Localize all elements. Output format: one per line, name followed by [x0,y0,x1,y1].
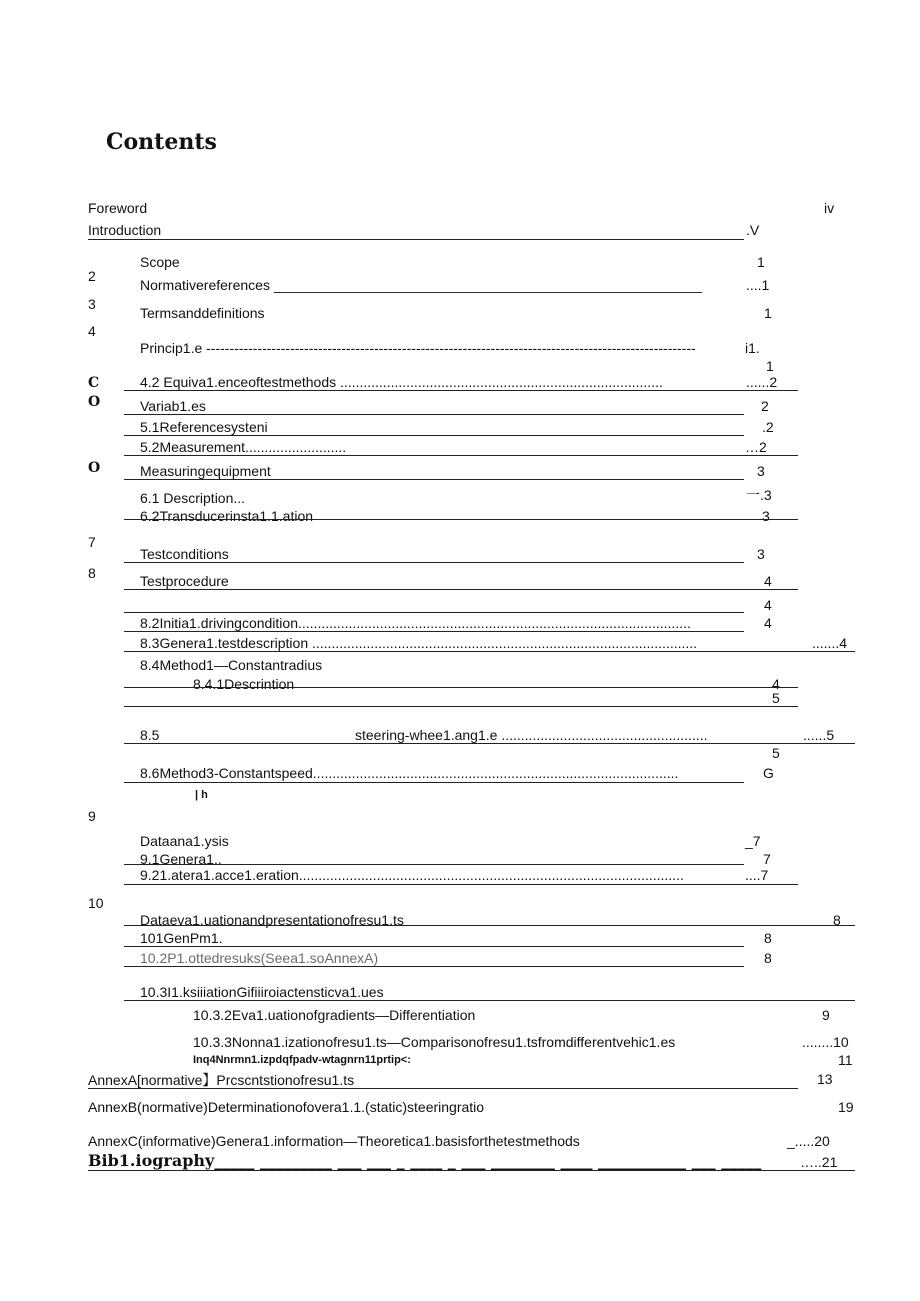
stray-mark: | h [195,789,208,801]
toc-entry-title[interactable]: 8.4.1Descrintion [193,676,295,692]
leader-rule [88,1170,855,1171]
toc-entry-title[interactable]: Inq4Nnrmn1.izpdqfpadv-wtagnrn11prtip<: [193,1054,411,1066]
toc-page-number: G [763,765,774,781]
section-number: 9 [88,808,96,824]
toc-page-number: 5 [772,690,780,706]
leader-rule [124,1000,855,1001]
toc-entry-title[interactable]: Testprocedure [140,573,229,589]
toc-page-number: 4 [772,676,780,692]
toc-entry-title[interactable]: 8.3Genera1.testdescription ................................................................................................... [140,635,698,651]
section-number: 7 [88,534,96,550]
toc-entry-title[interactable]: Foreword [88,200,148,216]
toc-page-number: 1 [764,305,772,321]
toc-page-number: iv [824,200,835,216]
toc-entry-title[interactable]: 101GenPm1. [140,930,223,946]
leader-rule [124,435,744,436]
toc-entry-title[interactable]: 10.3.3Nonna1.izationofresu1.ts—Comparisonofresu1.tsfromdifferentvehic1.es [193,1034,676,1050]
toc-entry-title[interactable]: Normativereferences _______________________________________________________ [140,277,703,293]
toc-entry-title[interactable]: 10.3I1.ksiiiationGifiiiroiactensticva1.ues [140,984,384,1000]
toc-page-number: _.....20 [787,1133,830,1149]
toc-page-number: 4 [764,597,772,613]
leader-rule [88,1088,798,1089]
toc-entry-title[interactable]: 6.2Transducerinsta1.1.ation [140,508,314,524]
leader-rule [124,782,744,783]
toc-page-number: ....1 [746,277,770,293]
toc-entry-title[interactable]: 5.2Measurement.......................... [140,439,347,455]
toc-page-number: 9 [822,1007,830,1023]
leader-rule [124,687,798,688]
toc-entry-title[interactable]: Testconditions [140,546,229,562]
section-number: 4 [88,323,96,339]
section-number: 10 [88,895,104,911]
toc-page-number: ......2 [746,374,778,390]
toc-entry-title[interactable]: 10.2P1.ottedresuks(Seea1.soAnnexA) [140,950,379,966]
toc-entry-title[interactable]: AnnexA[normative】Prcscntstionofresu1.ts [88,1072,355,1088]
toc-page-number: 7 [763,851,771,867]
toc-page-number: ......5 [803,727,835,743]
toc-entry-title[interactable]: 6.1 Description... [140,490,246,506]
toc-page-number: _7 [745,833,761,849]
leader-rule [124,562,744,563]
toc-entry-title[interactable]: Dataeva1.uationandpresentationofresu1.ts [140,912,404,928]
leader-rule [124,414,744,415]
leader-rule [124,966,744,967]
leader-rule [124,479,744,480]
toc-page-number: 1 [766,358,774,374]
toc-page-number: 4 [764,573,772,589]
toc-entry-title[interactable]: Princip1.e --------------------------------------------------------------------------------------------------------- [140,340,696,356]
toc-entry-number[interactable]: 8.5 [140,727,160,743]
toc-page-number: 5 [772,745,780,761]
leader-rule [124,631,744,632]
toc-page-number: 8 [764,950,772,966]
toc-page-number: i1. [745,340,760,356]
toc-page-number: 3 [762,508,770,524]
toc-entry-title[interactable]: Measuringequipment [140,463,271,479]
toc-entry-title[interactable]: AnnexB(normative)Determinationofovera1.1.(static)steeringratio [88,1099,485,1115]
toc-entry-title[interactable]: Bib1.iography_____ _________ ___ ___ _ ____ _ ___ ________ ____ ___________ ___ _____ [88,1151,762,1170]
leader-rule [124,743,855,744]
toc-page-number: …2 [745,439,767,455]
toc-page-number: 3 [757,463,765,479]
toc-entry-title[interactable]: 8.4Method1—Constantradius [140,657,323,673]
toc-entry-title[interactable]: Scope [140,254,180,270]
section-number: 2 [88,268,96,284]
leader-rule [124,706,798,707]
toc-page-number: .......4 [812,635,848,651]
section-number: 3 [88,296,96,312]
toc-entry-title[interactable]: Variab1.es [140,398,206,414]
toc-page-number: .V [746,222,760,238]
toc-page-number: 3 [757,546,765,562]
toc-entry-title[interactable]: AnnexC(informative)Genera1.information—Theoretica1.basisforthetestmethods [88,1133,580,1149]
toc-page-number: 2 [761,398,769,414]
leader-rule [124,925,855,926]
toc-page-number: 13 [817,1071,833,1087]
leader-rule [124,589,798,590]
toc-entry-title[interactable]: 9.1Genera1.. [140,851,222,867]
toc-entry-title[interactable]: 5.1Referencesysteni [140,419,268,435]
page-title: Contents [106,129,217,155]
toc-entry-title[interactable]: Dataana1.ysis [140,833,229,849]
leader-rule [124,884,798,885]
leader-rule [124,612,744,613]
toc-page-number: …..21 [800,1154,838,1170]
section-letter: C [88,375,100,391]
toc-page-number: .2 [762,419,774,435]
leader-rule [124,455,798,456]
toc-page-number: 4 [764,615,772,631]
toc-entry-title[interactable]: 4.2 Equiva1.enceoftestmethods ................................................................................... [140,374,663,390]
toc-page-number: 8 [764,930,772,946]
toc-page-number: 8 [833,912,841,928]
toc-entry-title[interactable]: 8.6Method3-Constantspeed.............................................................................................. [140,765,679,781]
toc-page-number: ........10 [802,1034,849,1050]
section-letter: O [88,394,101,410]
toc-entry-title[interactable]: 8.2Initia1.drivingcondition..................................................................................................... [140,615,691,631]
toc-page-number: 一.3 [746,487,772,503]
toc-entry-title[interactable]: 9.21.atera1.acce1.eration................................................................................................... [140,867,684,883]
toc-page-number: ....7 [745,867,769,883]
leader-rule [124,390,798,391]
leader-rule [124,946,744,947]
toc-entry-title[interactable]: 10.3.2Eva1.uationofgradients—Differentiation [193,1007,476,1023]
toc-page-number: 19 [838,1099,854,1115]
leader-rule [124,519,798,520]
toc-page-number: 11 [838,1052,853,1068]
leader-rule [124,864,744,865]
leader-rule [88,239,744,240]
leader-rule [124,651,855,652]
section-number: 8 [88,565,96,581]
toc-entry-title[interactable]: steering-whee1.ang1.e ..................................................... [355,727,708,743]
section-letter: O [88,460,101,476]
toc-page-number: 1 [757,254,765,270]
toc-entry-title[interactable]: Introduction [88,222,162,238]
toc-entry-title[interactable]: Termsanddefinitions [140,305,265,321]
